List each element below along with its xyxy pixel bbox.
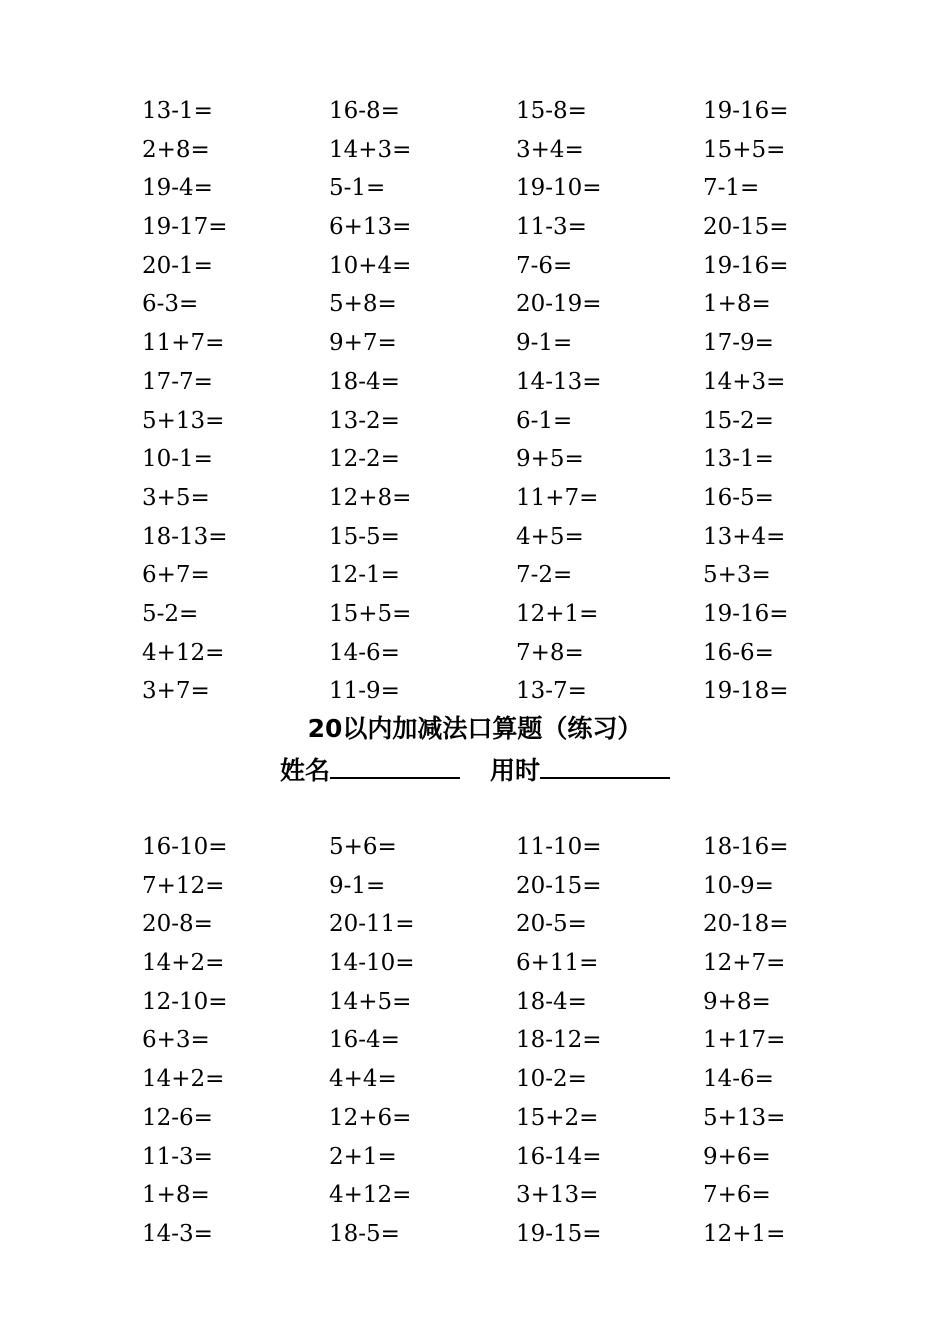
problem: 5-2=	[142, 600, 199, 627]
problem: 16-4=	[329, 1027, 400, 1054]
problem: 20-18=	[703, 911, 789, 938]
problem-row	[142, 595, 842, 634]
problem: 9-1=	[329, 872, 386, 899]
problem: 19-16=	[703, 252, 789, 279]
problem-row	[142, 131, 842, 170]
problem: 16-5=	[703, 484, 774, 511]
problem-row	[142, 440, 842, 479]
problem-row	[142, 208, 842, 247]
problem: 4+4=	[329, 1066, 397, 1093]
problem: 3+7=	[142, 678, 210, 705]
name-label: 姓名	[279, 756, 330, 785]
problem: 6+11=	[516, 950, 599, 977]
problem: 13-1=	[703, 446, 774, 473]
problem: 5+13=	[142, 407, 225, 434]
problem: 20-5=	[516, 911, 587, 938]
problem: 6-3=	[142, 291, 199, 318]
problem-row	[142, 828, 842, 867]
problem: 14+3=	[703, 368, 786, 395]
problem-row	[142, 1138, 842, 1177]
problem: 12+8=	[329, 484, 412, 511]
problem: 5+8=	[329, 291, 397, 318]
problem-row	[142, 1060, 842, 1099]
problem: 14+3=	[329, 136, 412, 163]
problem: 13-2=	[329, 407, 400, 434]
problem: 2+8=	[142, 136, 210, 163]
problem: 10-2=	[516, 1066, 587, 1093]
problem: 12+1=	[703, 1220, 786, 1247]
problem-grid-top	[142, 92, 842, 711]
problem-row	[142, 92, 842, 131]
problem: 4+12=	[142, 639, 225, 666]
problem: 15+2=	[516, 1104, 599, 1131]
name-blank-line[interactable]	[330, 749, 460, 779]
problem: 20-8=	[142, 911, 213, 938]
problem: 11+7=	[516, 484, 599, 511]
problem: 18-4=	[516, 988, 587, 1015]
problem: 19-16=	[703, 600, 789, 627]
problem: 18-13=	[142, 523, 228, 550]
problem-row	[142, 672, 842, 711]
problem: 6+13=	[329, 214, 412, 241]
problem: 15-5=	[329, 523, 400, 550]
problem-row	[142, 363, 842, 402]
problem: 12-1=	[329, 562, 400, 589]
problem: 12-6=	[142, 1104, 213, 1131]
problem: 5+3=	[703, 562, 771, 589]
problem: 12+1=	[516, 600, 599, 627]
problem: 16-8=	[329, 98, 400, 124]
problem: 6+3=	[142, 1027, 210, 1054]
problem-row	[142, 1215, 842, 1254]
problem: 20-11=	[329, 911, 415, 938]
problem: 9-1=	[516, 330, 573, 357]
problem-row	[142, 1176, 842, 1215]
problem: 11-10=	[516, 834, 602, 860]
time-blank-line[interactable]	[540, 749, 670, 779]
problem: 11-3=	[516, 214, 587, 241]
problem: 17-7=	[142, 368, 213, 395]
problem: 16-6=	[703, 639, 774, 666]
problem: 3+4=	[516, 136, 584, 163]
problem: 10-1=	[142, 446, 213, 473]
problem: 20-15=	[703, 214, 789, 241]
problem: 16-10=	[142, 834, 228, 860]
problem: 7-6=	[516, 252, 573, 279]
problem: 7+8=	[516, 639, 584, 666]
problem: 10+4=	[329, 252, 412, 279]
problem: 1+17=	[703, 1027, 786, 1054]
problem: 15+5=	[329, 600, 412, 627]
problem: 1+8=	[142, 1182, 210, 1209]
problem-row	[142, 479, 842, 518]
problem-row	[142, 905, 842, 944]
problem: 1+8=	[703, 291, 771, 318]
problem-row	[142, 634, 842, 673]
problem: 11-3=	[142, 1143, 213, 1170]
problem: 17-9=	[703, 330, 774, 357]
problem-row	[142, 867, 842, 906]
problem: 4+5=	[516, 523, 584, 550]
problem-row	[142, 983, 842, 1022]
problem-row	[142, 556, 842, 595]
problem: 6-1=	[516, 407, 573, 434]
problem: 5-1=	[329, 175, 386, 202]
problem: 16-14=	[516, 1143, 602, 1170]
problem: 9+8=	[703, 988, 771, 1015]
problem: 11-9=	[329, 678, 400, 705]
problem: 9+6=	[703, 1143, 771, 1170]
problem-row	[142, 944, 842, 983]
problem: 19-16=	[703, 98, 789, 124]
problem-row	[142, 247, 842, 286]
problem: 18-4=	[329, 368, 400, 395]
problem: 9+5=	[516, 446, 584, 473]
problem: 12-2=	[329, 446, 400, 473]
problem-row	[142, 324, 842, 363]
problem: 20-1=	[142, 252, 213, 279]
problem: 7+6=	[703, 1182, 771, 1209]
problem: 11+7=	[142, 330, 225, 357]
problem: 6+7=	[142, 562, 210, 589]
problem: 19-18=	[703, 678, 789, 705]
problem: 14-6=	[329, 639, 400, 666]
problem: 18-16=	[703, 834, 789, 860]
problem-row	[142, 169, 842, 208]
problem-row	[142, 285, 842, 324]
problem: 14+5=	[329, 988, 412, 1015]
problem: 2+1=	[329, 1143, 397, 1170]
problem: 12+7=	[703, 950, 786, 977]
problem: 14-3=	[142, 1220, 213, 1247]
problem: 14-10=	[329, 950, 415, 977]
problem: 14-13=	[516, 368, 602, 395]
problem: 19-4=	[142, 175, 213, 202]
problem: 12+6=	[329, 1104, 412, 1131]
problem: 7+12=	[142, 872, 225, 899]
problem: 13-1=	[142, 98, 213, 124]
problem-row	[142, 402, 842, 441]
problem: 19-15=	[516, 1220, 602, 1247]
problem: 18-12=	[516, 1027, 602, 1054]
problem: 10-9=	[703, 872, 774, 899]
problem: 20-19=	[516, 291, 602, 318]
problem: 14-6=	[703, 1066, 774, 1093]
problem: 13+4=	[703, 523, 786, 550]
problem: 18-5=	[329, 1220, 400, 1247]
problem: 19-10=	[516, 175, 602, 202]
problem: 3+5=	[142, 484, 210, 511]
problem: 5+13=	[703, 1104, 786, 1131]
problem: 13-7=	[516, 678, 587, 705]
problem-row	[142, 1099, 842, 1138]
problem: 3+13=	[516, 1182, 599, 1209]
problem: 15+5=	[703, 136, 786, 163]
worksheet-title: 20以内加减法口算题（练习）	[307, 714, 643, 743]
problem: 15-8=	[516, 98, 587, 124]
problem-row	[142, 1021, 842, 1060]
time-label: 用时	[490, 756, 541, 785]
problem: 14+2=	[142, 1066, 225, 1093]
problem: 12-10=	[142, 988, 228, 1015]
problem: 7-1=	[703, 175, 760, 202]
problem-grid-bottom	[142, 828, 842, 1254]
problem-row	[142, 518, 842, 557]
problem: 20-15=	[516, 872, 602, 899]
problem: 9+7=	[329, 330, 397, 357]
problem: 15-2=	[703, 407, 774, 434]
name-time-row	[0, 749, 950, 791]
problem: 19-17=	[142, 214, 228, 241]
problem: 5+6=	[329, 834, 397, 860]
problem: 14+2=	[142, 950, 225, 977]
problem: 4+12=	[329, 1182, 412, 1209]
problem: 7-2=	[516, 562, 573, 589]
